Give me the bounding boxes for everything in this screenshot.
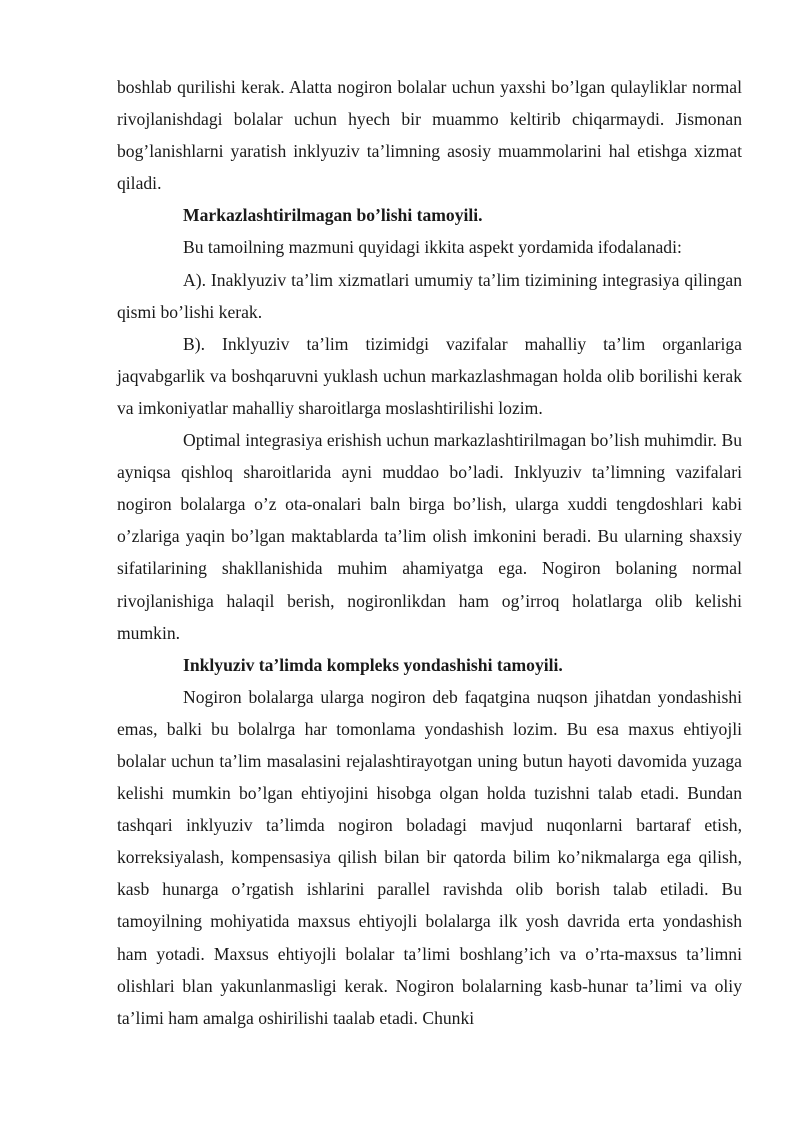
paragraph: B). Inklyuziv ta’lim tizimidgi vazifalar mahalliy ta’lim organlariga jaqvabgarlik va boshqaruvni yuklash uchun markazlashmagan holda olib borilishi kerak va imkoniyatlar mahalliy sharoitlarga moslashtirilishi lozim.: [117, 333, 742, 418]
paragraph: boshlab qurilishi kerak. Alatta nogiron bolalar uchun yaxshi bo’lgan qulayliklar normal rivojlanishdagi bolalar uchun hyech bir muammo keltirib chiqarmaydi. Jismonan bog’lanishlarni yaratish inklyuziv ta’limning asosiy muammolarini hal etishga xizmat qiladi.: [117, 77, 742, 194]
section-heading: Inklyuziv ta’limda kompleks yondashishi tamoyili.: [183, 654, 563, 675]
document-body: [117, 71, 742, 1034]
section-heading: Markazlashtirilmagan bo’lishi tamoyili.: [183, 205, 483, 226]
paragraph: Optimal integrasiya erishish uchun markazlashtirilmagan bo’lish muhimdir. Bu ayniqsa qishloq sharoitlarida ayni muddao bo’ladi. Inklyuziv ta’limning vazifalari nogiron bolalarga o’z ota-onalari baln birga bo’lish, ularga xuddi tengdoshlari kabi o’zlariga yaqin bo’lgan maktablarda ta’lim olish imkonini beradi. Bu ularning shaxsiy sifatilarining shakllanishida muhim ahamiyatga ega. Nogiron bolaning normal rivojlanishiga halaqil berish, nogironlikdan ham og’irroq holatlarga olib kelishi mumkin.: [117, 430, 742, 643]
paragraph: Bu tamoilning mazmuni quyidagi ikkita aspekt yordamida ifodalanadi:: [183, 237, 682, 258]
paragraph: Nogiron bolalarga ularga nogiron deb faqatgina nuqson jihatdan yondashishi emas, balki bu bolalrga har tomonlama yondashish lozim. Bu esa maxus ehtiyojli bolalar uchun ta’lim masalasini rejalashtirayotgan uning butun hayoti davomida yuzaga kelishi mumkin bo’lgan ehtiyojini hisobga olgan holda tuzishni talab etadi. Bundan tashqari inklyuziv ta’limda nogiron boladagi mavjud nuqonlarni bartaraf etish, korreksiyalash, kompensasiya qilish bilan bir qatorda bilim ko’nikmalarga ega qilish, kasb hunarga o’rgatish ishlarini parallel ravishda olib borish talab etiladi. Bu tamoyilning mohiyatida maxsus ehtiyojli bolalarga ilk yosh davrida erta yondashish ham yotadi. Maxsus ehtiyojli bolalar ta’limi boshlang’ich va o’rta-maxsus ta’limni olishlari blan yakunlanmasligi kerak. Nogiron bolalarning kasb-hunar ta’limi va oliy ta’limi ham amalga oshirilishi taalab etadi. Chunki: [117, 686, 742, 1028]
paragraph: A). Inaklyuziv ta’lim xizmatlari umumiy ta’lim tizimining integrasiya qilingan qismi bo’lishi kerak.: [117, 269, 742, 322]
